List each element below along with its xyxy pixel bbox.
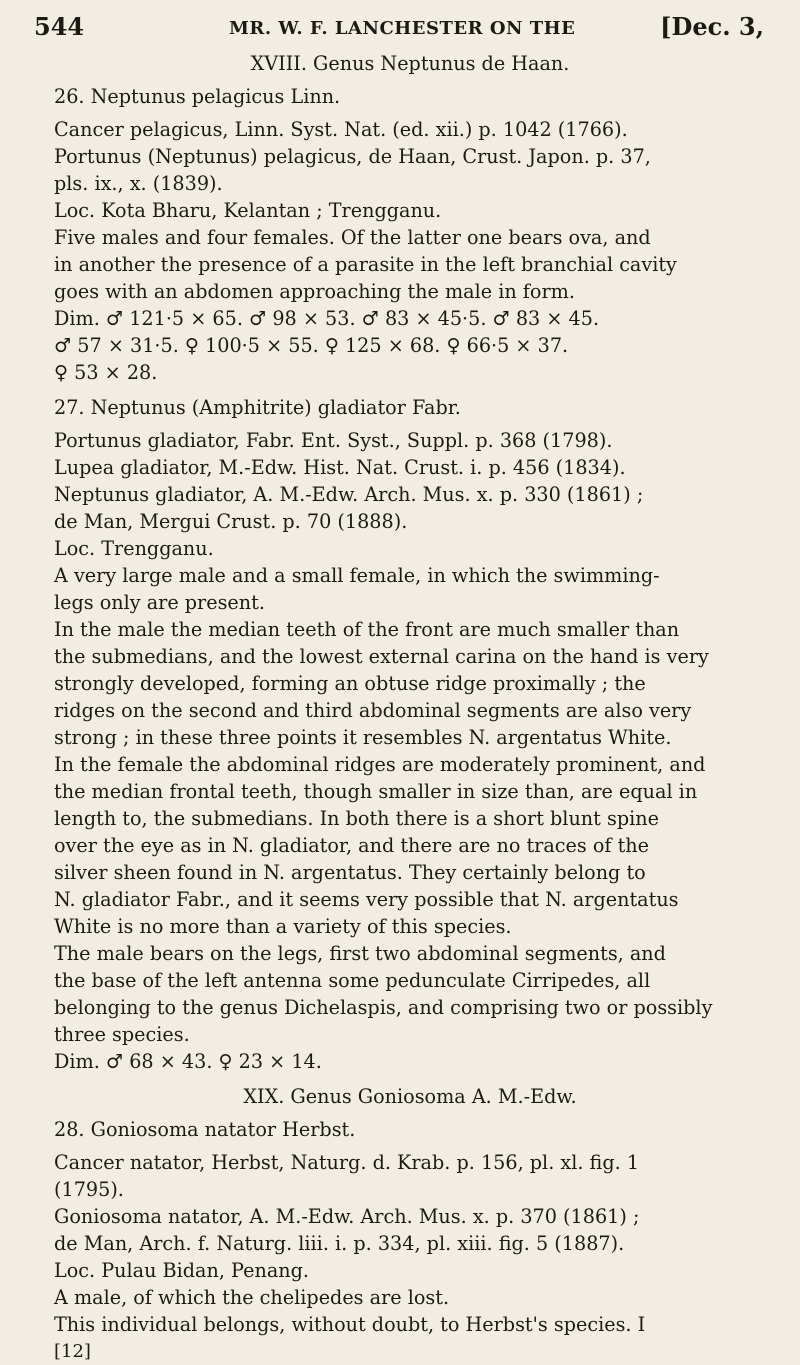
species-title-28: 28. Goniosoma natator Herbst. (54, 1118, 356, 1141)
species-27-p2-6: In the female the abdominal ridges are moderately prominent, and (54, 753, 706, 776)
species-27-p1-1: A very large male and a small female, in which the swimming- (54, 564, 660, 587)
species-27-ref-4: de Man, Mergui Crust. p. 70 (1888). (54, 510, 408, 533)
species-27-locality: Loc. Trengganu. (54, 537, 214, 560)
species-28-ref-2b: de Man, Arch. f. Naturg. liii. i. p. 334, pl. xiii. fig. 5 (1887). (54, 1232, 625, 1255)
species-27-p3-1: The male bears on the legs, first two abdominal segments, and (54, 942, 666, 965)
running-title: MR. W. F. LANCHESTER ON THE (229, 18, 576, 39)
genus-heading-xviii: XVIII. Genus Neptunus de Haan. (250, 52, 570, 75)
species-26-locality: Loc. Kota Bharu, Kelantan ; Trengganu. (54, 199, 442, 222)
species-27-p2-4: ridges on the second and third abdominal segments are also very (54, 699, 692, 722)
species-27-ref-1: Portunus gladiator, Fabr. Ent. Syst., Suppl. p. 368 (1798). (54, 429, 613, 452)
header-date: [Dec. 3, (660, 12, 764, 41)
species-26-dim-3: ♀ 53 × 28. (54, 361, 158, 384)
page-number: 544 (34, 12, 85, 41)
species-27-p2-2: the submedians, and the lowest external carina on the hand is very (54, 645, 709, 668)
species-27-ref-3: Neptunus gladiator, A. M.-Edw. Arch. Mus. x. p. 330 (1861) ; (54, 483, 644, 506)
species-28-p1: A male, of which the chelipedes are lost. (54, 1286, 450, 1309)
species-28-ref-2a: Goniosoma natator, A. M.-Edw. Arch. Mus. x. p. 370 (1861) ; (54, 1205, 640, 1228)
species-28-ref-1a: Cancer natator, Herbst, Naturg. d. Krab. p. 156, pl. xl. fig. 1 (54, 1151, 640, 1174)
species-28-p2: This individual belongs, without doubt, to Herbst's species. I (54, 1313, 646, 1336)
species-26-desc-2: in another the presence of a parasite in the left branchial cavity (54, 253, 677, 276)
page-body (54, 50, 766, 1365)
species-27-p2-3: strongly developed, forming an obtuse ridge proximally ; the (54, 672, 646, 695)
species-26-dim-2: ♂ 57 × 31·5. ♀ 100·5 × 55. ♀ 125 × 68. ♀ 66·5 × 37. (54, 334, 569, 357)
species-26-ref-2a: Portunus (Neptunus) pelagicus, de Haan, Crust. Japon. p. 37, (54, 145, 651, 168)
species-27-p2-9: over the eye as in N. gladiator, and there are no traces of the (54, 834, 650, 857)
species-26-desc-3: goes with an abdomen approaching the male in form. (54, 280, 575, 303)
species-26-ref-2b: pls. ix., x. (1839). (54, 172, 223, 195)
species-27-p2-7: the median frontal teeth, though smaller in size than, are equal in (54, 780, 698, 803)
species-27-p3-3: belonging to the genus Dichelaspis, and comprising two or possibly (54, 996, 713, 1019)
species-title-27: 27. Neptunus (Amphitrite) gladiator Fabr. (54, 396, 461, 419)
signature-mark: [12] (54, 1341, 91, 1362)
species-28-locality: Loc. Pulau Bidan, Penang. (54, 1259, 309, 1282)
species-27-p2-1: In the male the median teeth of the front are much smaller than (54, 618, 680, 641)
species-27-p2-11: N. gladiator Fabr., and it seems very possible that N. argentatus (54, 888, 679, 911)
species-26-ref-1: Cancer pelagicus, Linn. Syst. Nat. (ed. xii.) p. 1042 (1766). (54, 118, 628, 141)
species-27-p2-8: length to, the submedians. In both there is a short blunt spine (54, 807, 659, 830)
species-27-p3-4: three species. (54, 1023, 190, 1046)
species-26-dim-1: Dim. ♂ 121·5 × 65. ♂ 98 × 53. ♂ 83 × 45·5. ♂ 83 × 45. (54, 307, 600, 330)
species-27-p2-12: White is no more than a variety of this species. (54, 915, 512, 938)
species-27-p3-2: the base of the left antenna some pedunculate Cirripedes, all (54, 969, 651, 992)
species-27-p2-5: strong ; in these three points it resembles N. argentatus White. (54, 726, 672, 749)
species-27-dim: Dim. ♂ 68 × 43. ♀ 23 × 14. (54, 1050, 322, 1073)
species-27-p2-10: silver sheen found in N. argentatus. They certainly belong to (54, 861, 646, 884)
species-26-desc-1: Five males and four females. Of the latter one bears ova, and (54, 226, 651, 249)
species-28-ref-1b: (1795). (54, 1178, 124, 1201)
genus-heading-xix: XIX. Genus Goniosoma A. M.-Edw. (243, 1085, 577, 1108)
running-header (34, 8, 764, 44)
species-title-26: 26. Neptunus pelagicus Linn. (54, 85, 341, 108)
species-27-ref-2: Lupea gladiator, M.-Edw. Hist. Nat. Crust. i. p. 456 (1834). (54, 456, 626, 479)
species-27-p1-2: legs only are present. (54, 591, 265, 614)
